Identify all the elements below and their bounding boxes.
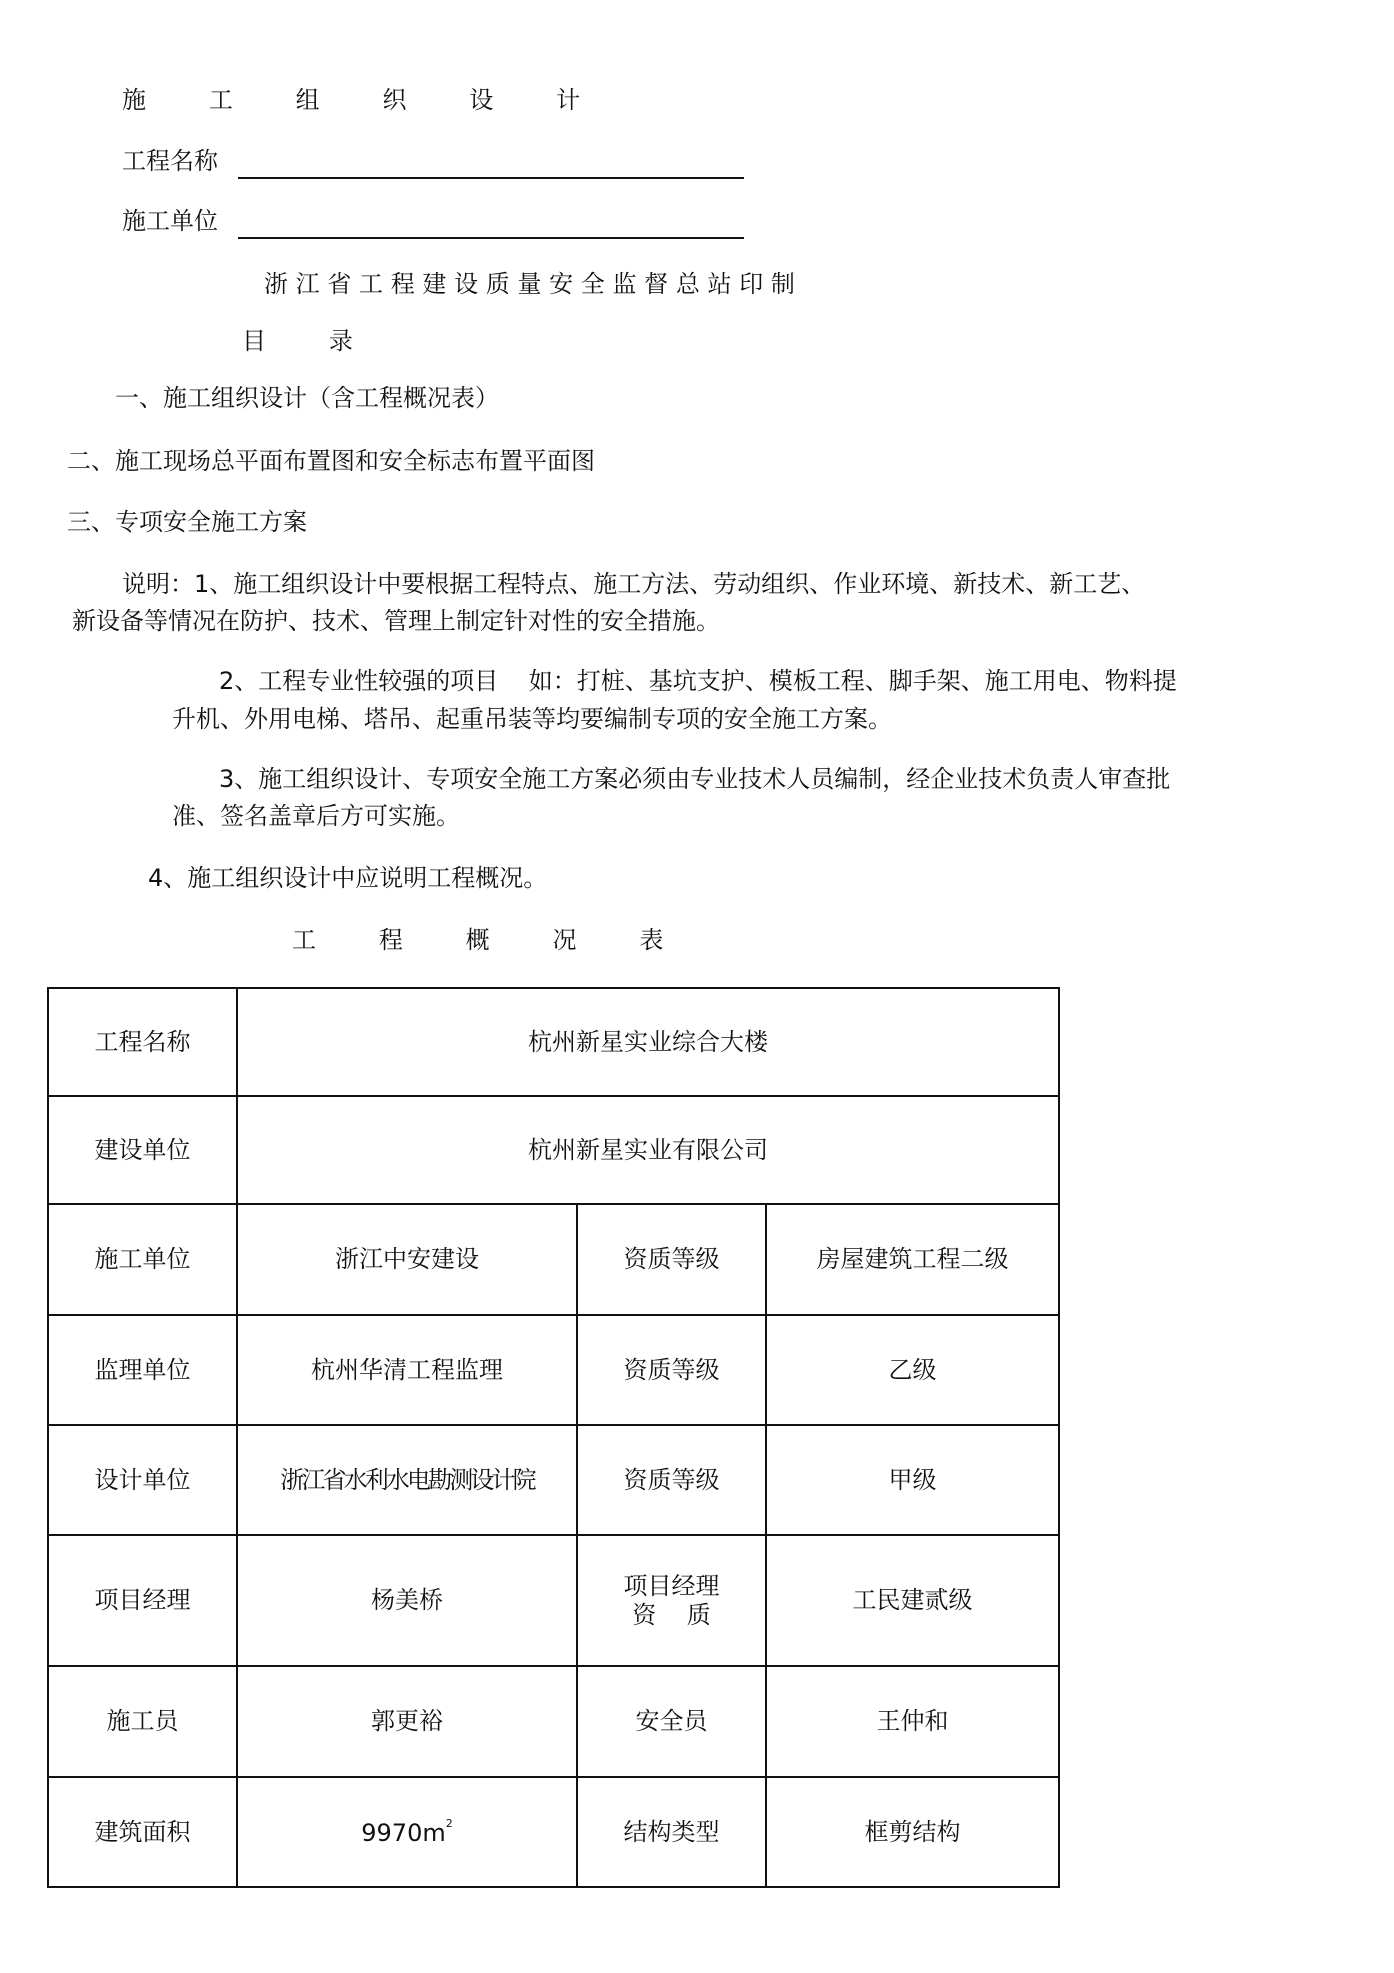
supervisor-value: 杭州华清工程监理	[237, 1315, 577, 1425]
toc-item-2: 二、施工现场总平面布置图和安全标志布置平面图	[67, 447, 595, 475]
owner-label: 建设单位	[48, 1096, 237, 1204]
contractor-grade-label: 资质等级	[577, 1204, 766, 1315]
designer-value: 浙江省水利水电勘测设计院	[237, 1425, 577, 1535]
designer-label: 设计单位	[48, 1425, 237, 1535]
area-value: 9970m	[361, 1818, 446, 1847]
safety-officer-label: 安全员	[577, 1666, 766, 1777]
toc-item-3: 三、专项安全施工方案	[67, 508, 307, 536]
supervisor-label: 监理单位	[48, 1315, 237, 1425]
toc-heading: 目 录	[242, 327, 381, 355]
note-3-line-1: 3、施工组织设计、专项安全施工方案必须由专业技术人员编制，经企业技术负责人审查批	[219, 765, 1171, 793]
note-1-line-1: 说明：1、施工组织设计中要根据工程特点、施工方法、劳动组织、作业环境、新技术、新工艺、	[122, 570, 1146, 598]
pm-label: 项目经理	[48, 1535, 237, 1666]
contractor-cell-label: 施工单位	[48, 1204, 237, 1315]
table-row	[48, 988, 1059, 1096]
pm-qualification-label-line-2: 资 质	[632, 1600, 711, 1629]
note-4: 4、施工组织设计中应说明工程概况。	[148, 864, 548, 892]
project-name-cell-label: 工程名称	[48, 988, 237, 1096]
note-3-line-2: 准、签名盖章后方可实施。	[172, 802, 460, 830]
table-row	[48, 1425, 1059, 1535]
designer-grade-value: 甲级	[766, 1425, 1059, 1535]
project-name-label: 工程名称	[122, 147, 218, 175]
note-2-line-2: 升机、外用电梯、塔吊、起重吊装等均要编制专项的安全施工方案。	[172, 705, 892, 733]
designer-grade-label: 资质等级	[577, 1425, 766, 1535]
pm-qualification-label-line-1: 项目经理	[623, 1571, 720, 1600]
supervisor-grade-value: 乙级	[766, 1315, 1059, 1425]
builder-value: 郭更裕	[237, 1666, 577, 1777]
note-1-line-2: 新设备等情况在防护、技术、管理上制定针对性的安全措施。	[72, 607, 720, 635]
pm-qualification-label	[577, 1535, 766, 1666]
note-2-line-1: 2、工程专业性较强的项目 如：打桩、基坑支护、模板工程、脚手架、施工用电、物料提	[219, 667, 1177, 695]
area-cell	[237, 1777, 577, 1887]
area-unit-superscript: 2	[445, 1816, 453, 1830]
area-label: 建筑面积	[48, 1777, 237, 1887]
project-overview-table	[47, 987, 1060, 1888]
contractor-value: 浙江中安建设	[237, 1204, 577, 1315]
structure-type-value: 框剪结构	[766, 1777, 1059, 1887]
toc-item-1: 一、施工组织设计（含工程概况表）	[115, 384, 499, 412]
document-title: 施 工 组 织 设 计	[122, 86, 608, 114]
table-row	[48, 1777, 1059, 1887]
structure-type-label: 结构类型	[577, 1777, 766, 1887]
safety-officer-value: 王仲和	[766, 1666, 1059, 1777]
contractor-field[interactable]	[238, 237, 744, 239]
table-title: 工 程 概 况 表	[292, 926, 691, 954]
project-name-value: 杭州新星实业综合大楼	[237, 988, 1059, 1096]
publisher-line: 浙江省工程建设质量安全监督总站印制	[264, 270, 803, 298]
project-name-field[interactable]	[238, 177, 744, 179]
table-row	[48, 1204, 1059, 1315]
contractor-label: 施工单位	[122, 207, 218, 235]
table-row	[48, 1666, 1059, 1777]
pm-value: 杨美桥	[237, 1535, 577, 1666]
pm-qualification-value: 工民建贰级	[766, 1535, 1059, 1666]
table-row	[48, 1315, 1059, 1425]
table-row	[48, 1535, 1059, 1666]
owner-value: 杭州新星实业有限公司	[237, 1096, 1059, 1204]
table-row	[48, 1096, 1059, 1204]
supervisor-grade-label: 资质等级	[577, 1315, 766, 1425]
builder-label: 施工员	[48, 1666, 237, 1777]
contractor-grade-value: 房屋建筑工程二级	[766, 1204, 1059, 1315]
